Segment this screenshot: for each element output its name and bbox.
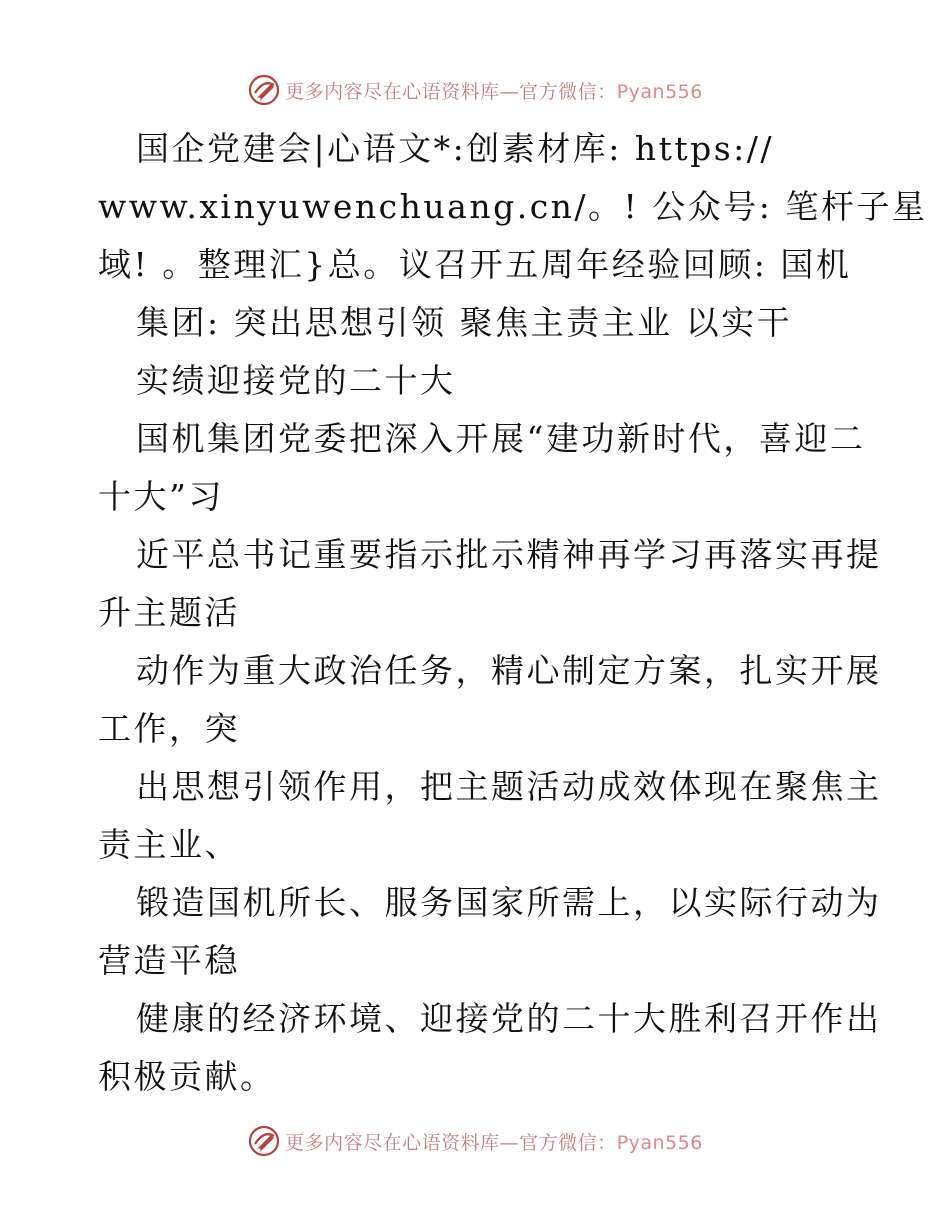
text-line: 健康的经济环境、迎接党的二十大胜利召开作出 (136, 999, 882, 1038)
text-line: 十大”习 (98, 477, 224, 516)
text-line: 实绩迎接党的二十大 (136, 361, 456, 400)
text-line: 责主业、 (98, 825, 240, 864)
text-line: 工作，突 (98, 709, 240, 748)
text-line: 集团: 突出思想引领 聚焦主责主业 以实干 (136, 303, 793, 342)
text-line: 营造平稳 (98, 941, 240, 980)
pen-seal-logo-icon (247, 73, 281, 107)
text-line: 国企党建会|心语文*:创素材库: https:// (136, 129, 775, 168)
banner-text: 更多内容尽在心语资料库—官方微信：Pyan556 (285, 80, 703, 103)
text-line: 升主题活 (98, 593, 240, 632)
banner-text: 更多内容尽在心语资料库—官方微信：Pyan556 (285, 1131, 703, 1154)
text-line: 出思想引领作用，把主题活动成效体现在聚焦主 (136, 767, 882, 806)
header-banner (0, 70, 950, 110)
pen-seal-logo-icon (247, 1124, 281, 1158)
text-line: 锻造国机所长、服务国家所需上，以实际行动为 (136, 883, 882, 922)
footer-banner (0, 1121, 950, 1161)
text-line: www.xinyuwenchuang.cn/。! 公众号: 笔杆子星 (98, 187, 928, 226)
text-line: 动作为重大政治任务，精心制定方案，扎实开展 (136, 651, 882, 690)
text-line: 近平总书记重要指示批示精神再学习再落实再提 (136, 535, 882, 574)
text-line: 国机集团党委把深入开展“建功新时代，喜迎二 (136, 419, 866, 458)
text-line: 域! 。整理汇}总。议召开五周年经验回顾: 国机 (98, 245, 852, 284)
text-line: 积极贡献。 (98, 1057, 276, 1096)
